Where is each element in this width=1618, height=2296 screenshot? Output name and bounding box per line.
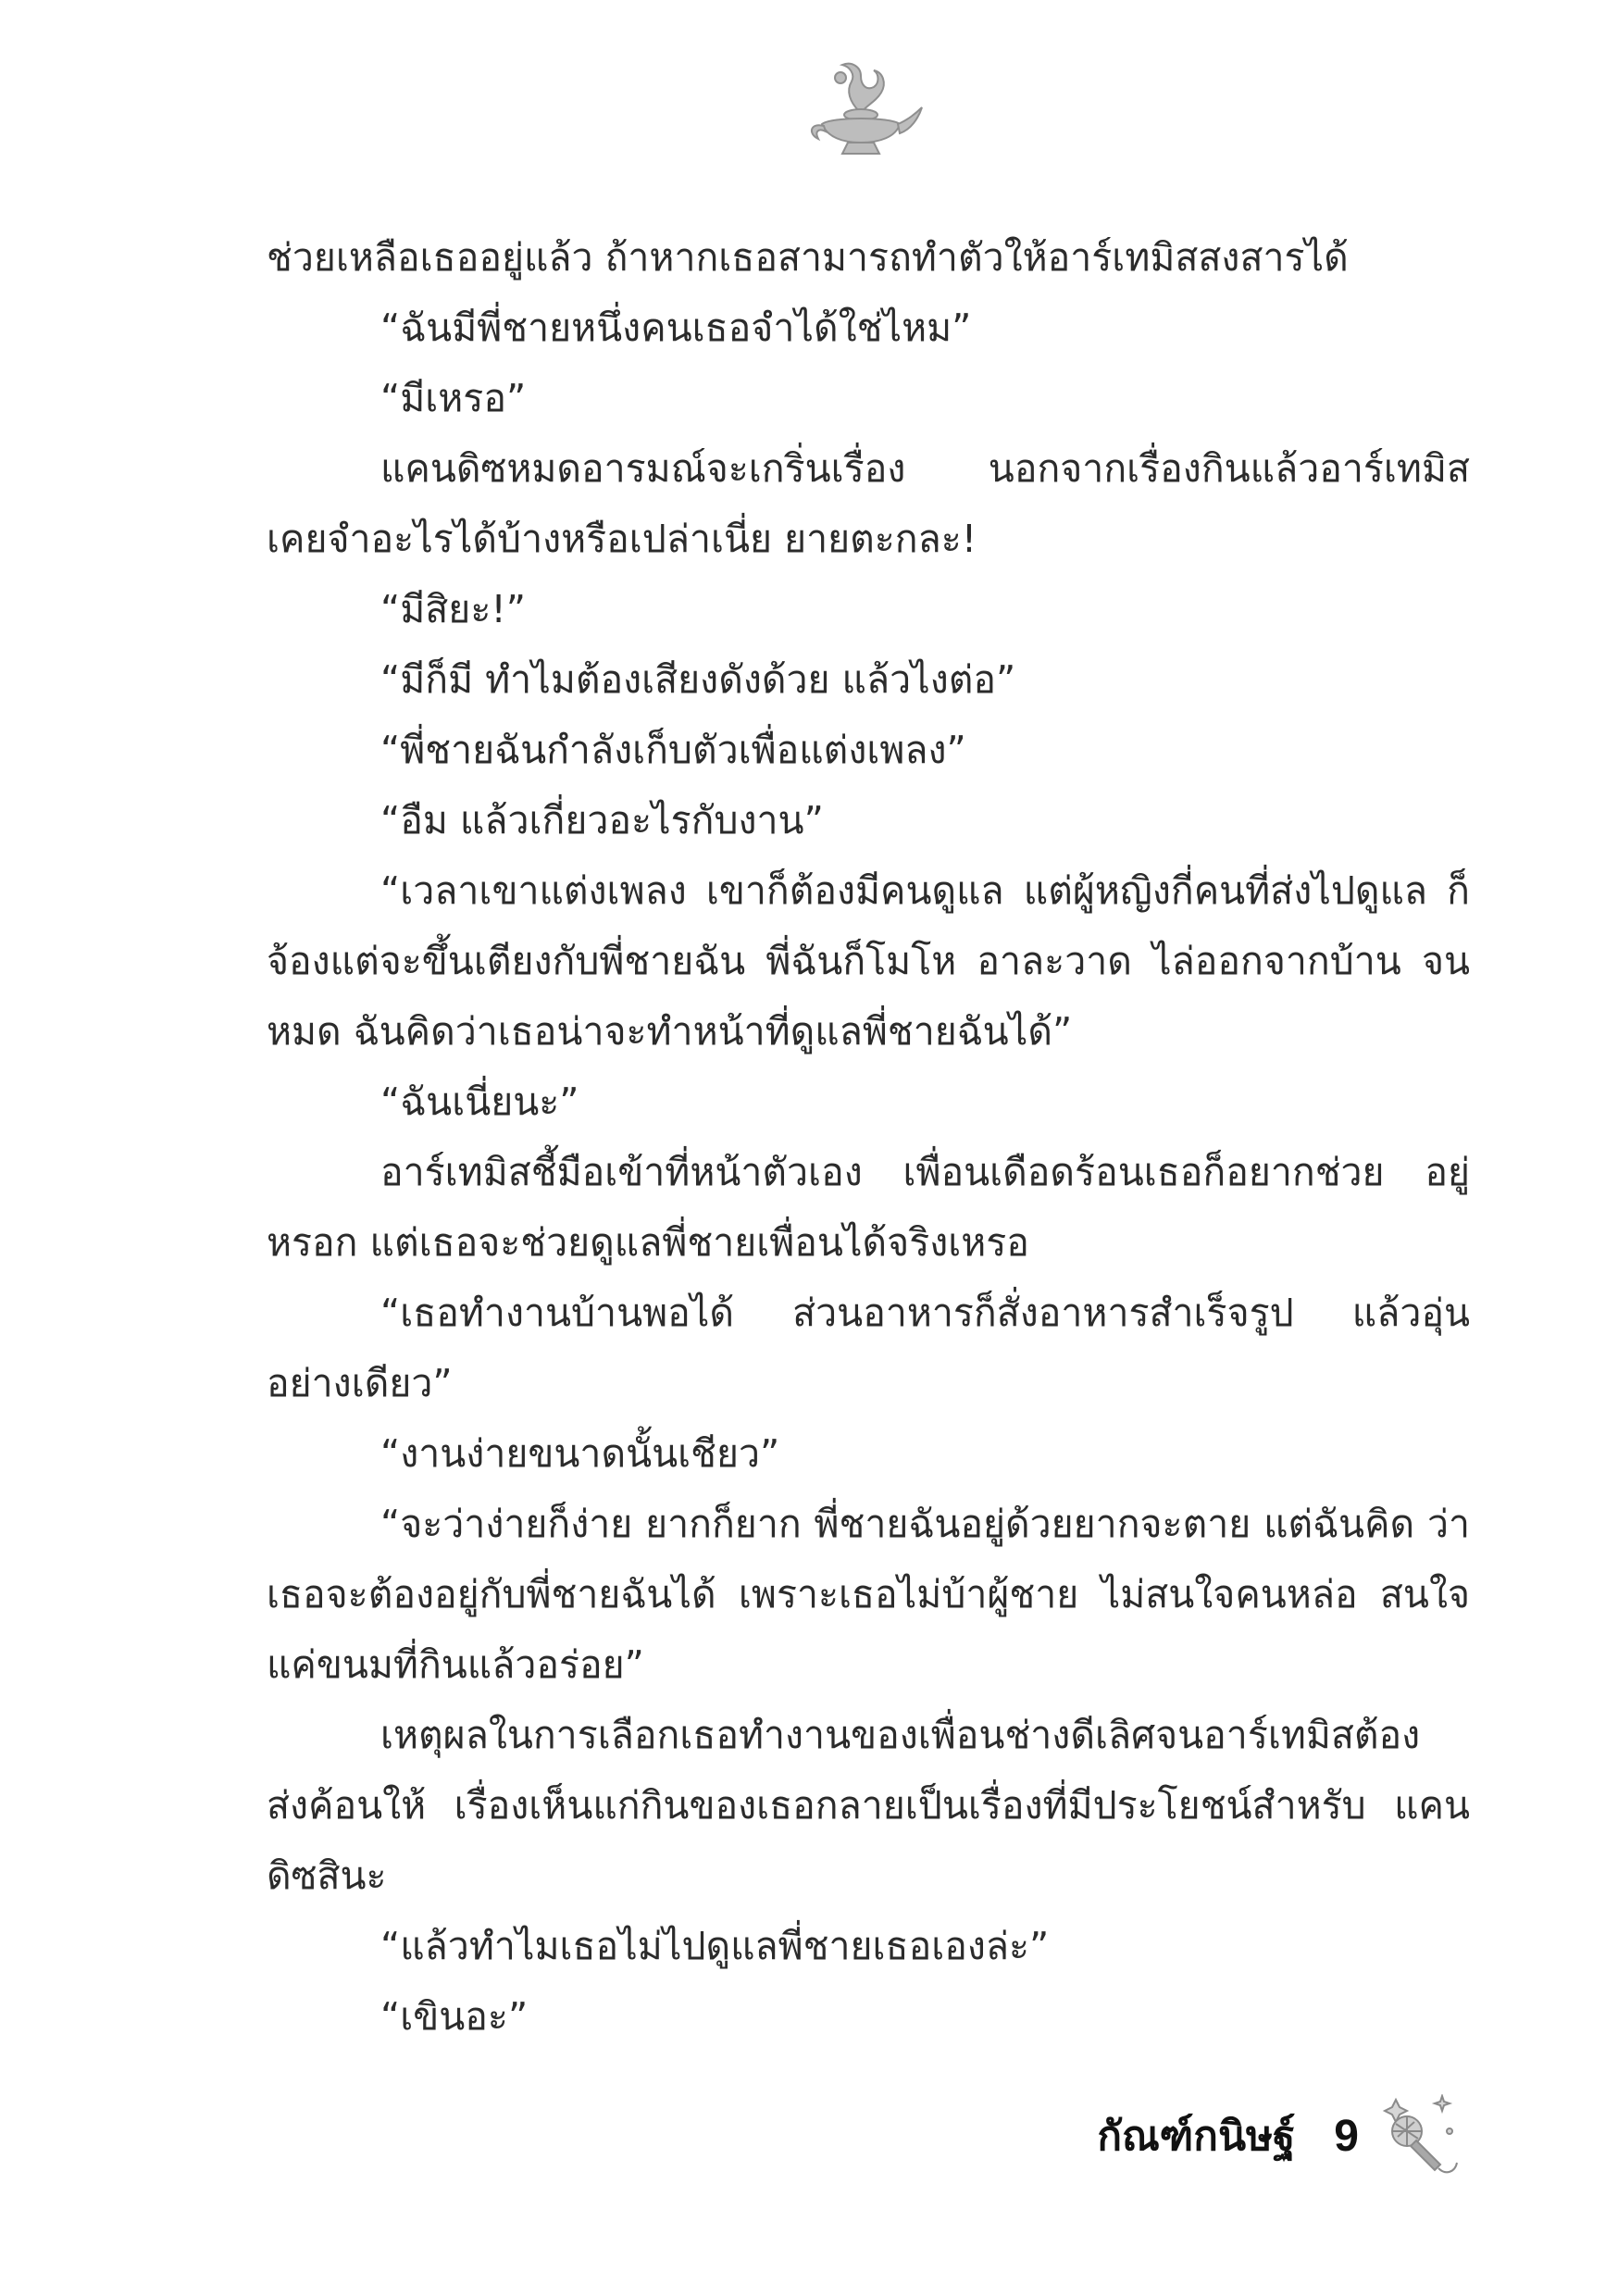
paragraph: “มีก็มี ทำไมต้องเสียงดังด้วย แล้วไงต่อ” (380, 657, 1016, 702)
paragraph: อาร์เทมิสชี้มือเข้าที่หน้าตัวเอง เพื่อนเดือดร้อนเธอก็อยากช่วย อยู่หรอก แต่เธอจะช่วยดูแลพี่ชายเพื่อนได้จริงเหรอ (267, 1150, 1470, 1265)
paragraph: ช่วยเหลือเธออยู่แล้ว ถ้าหากเธอสามารถทำตัวให้อาร์เทมิสสงสารได้ (267, 235, 1349, 280)
paragraph: “จะว่าง่ายก็ง่าย ยากก็ยาก พี่ชายฉันอยู่ด้วยยากจะตาย แต่ฉันคิด ว่าเธอจะต้องอยู่กับพี่ชายฉันได้ เพราะเธอไม่บ้าผู้ชาย ไม่สนใจคนหล่อ สนใจแค่ขนมที่กินแล้วอร่อย” (267, 1502, 1470, 1687)
paragraph: “มีสิยะ!” (380, 587, 527, 631)
book-title: กัณฑ์กนิษฐ์ (1097, 2113, 1296, 2160)
paragraph: “งานง่ายขนาดนั้นเชียว” (380, 1431, 780, 1476)
paragraph: “ฉันเนี่ยนะ” (380, 1079, 579, 1124)
paragraph: “มีเหรอ” (380, 376, 527, 420)
genie-lamp-icon (794, 57, 924, 161)
page-footer (1097, 2094, 1461, 2177)
paragraph: “เวลาเขาแต่งเพลง เขาก็ต้องมีคนดูแล แต่ผู้หญิงกี่คนที่ส่งไปดูแล ก็จ้องแต่จะขึ้นเตียงกับพี่ชายฉัน พี่ฉันก็โมโห อาละวาด ไล่ออกจากบ้าน จนหมด ฉันคิดว่าเธอน่าจะทำหน้าที่ดูแลพี่ชายฉันได้” (267, 868, 1470, 1054)
paragraph: เหตุผลในการเลือกเธอทำงานของเพื่อนช่างดีเลิศจนอาร์เทมิสต้อง ส่งค้อนให้ เรื่องเห็นแก่กินของเธอกลายเป็นเรื่องที่มีประโยชน์สำหรับ แคนดิซสินะ (267, 1713, 1470, 1898)
body-text (267, 222, 1470, 2052)
paragraph: “เขินอะ” (380, 1994, 529, 2039)
paragraph: “พี่ชายฉันกำลังเก็บตัวเพื่อแต่งเพลง” (380, 728, 966, 772)
paragraph: “เธอทำงานบ้านพอได้ ส่วนอาหารก็สั่งอาหารสำเร็จรูป แล้วอุ่น อย่างเดียว” (267, 1291, 1470, 1405)
page-number: 9 (1334, 2111, 1359, 2161)
paragraph: “อืม แล้วเกี่ยวอะไรกับงาน” (380, 798, 824, 842)
microphone-icon (1375, 2094, 1461, 2177)
paragraph: “ฉันมีพี่ชายหนึ่งคนเธอจำได้ใช่ไหม” (380, 306, 972, 350)
paragraph: แคนดิซหมดอารมณ์จะเกริ่นเรื่อง นอกจากเรื่องกินแล้วอาร์เทมิส เคยจำอะไรได้บ้างหรือเปล่าเนี่ย ยายตะกละ! (267, 446, 1470, 561)
paragraph: “แล้วทำไมเธอไม่ไปดูแลพี่ชายเธอเองล่ะ” (380, 1924, 1050, 1968)
